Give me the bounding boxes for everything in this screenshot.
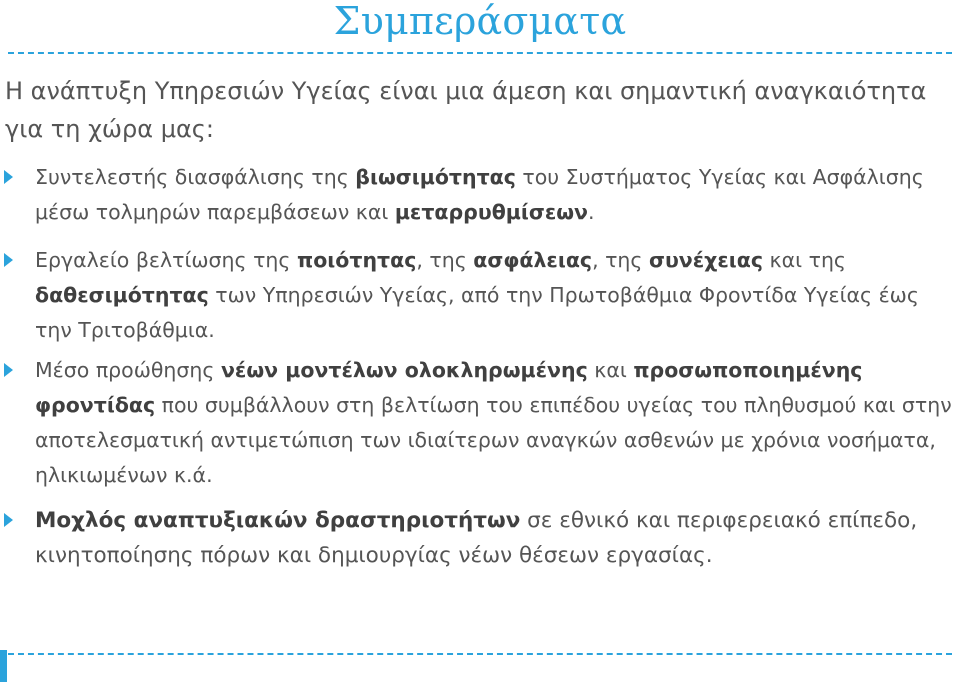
footer-accent-bar: [0, 650, 7, 682]
bullet-text-segment: που συμβάλλουν στη βελτίωση του επιπέδου υγείας του πληθυσμού και στην αποτελεσματική αντιμετώπιση των ιδιαίτερων αναγκών ασθενών με χρόνια νοσήματα, ηλικιωμένων κ.ά.: [35, 393, 952, 487]
bullet-emphasis: δαθεσιμότητας: [35, 283, 209, 307]
bullet-text-segment: και της: [763, 248, 846, 272]
triangle-bullet-icon: [4, 513, 13, 527]
bullet-text: [35, 243, 955, 348]
bullet-text-segment: Εργαλείο βελτίωσης της: [35, 248, 297, 272]
triangle-bullet-icon: [4, 363, 13, 377]
bullet-text: [35, 503, 955, 573]
bullet-text-segment: .: [588, 200, 595, 224]
bullet-emphasis: μεταρρυθμίσεων: [394, 200, 589, 224]
bullet-text-segment: Συντελεστής διασφάλισης της: [35, 165, 356, 189]
intro-paragraph: Η ανάπτυξη Υπηρεσιών Υγείας είναι μια άμεση και σημαντική αναγκαιότητα για τη χώρα μας:: [5, 77, 927, 143]
footer-divider: [8, 653, 952, 655]
bullet-emphasis: νέων μοντέλων ολοκληρωμένης: [220, 358, 588, 382]
triangle-bullet-icon: [4, 253, 13, 267]
bullet-emphasis: Μοχλός αναπτυξιακών δραστηριοτήτων: [35, 508, 521, 533]
bullet-text: [35, 353, 955, 493]
bullet-text-segment: σε εθνικό και περιφερειακό επίπεδο, κινητοποίησης πόρων και δημιουργίας νέων θέσεων εργασίας.: [35, 508, 918, 568]
bullet-text-segment: και: [587, 358, 634, 382]
bullet-text-segment: Μέσο προώθησης: [35, 358, 221, 382]
bullet-text-segment: των Υπηρεσιών Υγείας, από την Πρωτοβάθμια Φροντίδα Υγείας έως την Τριτοβάθμια.: [35, 283, 919, 342]
bullet-text-segment: , της: [592, 248, 649, 272]
slide-title: Συμπεράσματα: [333, 0, 627, 43]
bullet-emphasis: ποιότητας: [296, 248, 417, 272]
bullet-text: [35, 160, 955, 230]
bullet-emphasis: βιωσιμότητας: [355, 165, 516, 189]
bullet-text-segment: του Συστήματος Υγείας και Ασφάλισης μέσω τολμηρών παρεμβάσεων και: [35, 165, 924, 224]
title-divider: [8, 52, 952, 54]
bullet-text-segment: , της: [416, 248, 474, 272]
bullet-emphasis: συνέχειας: [648, 248, 764, 272]
triangle-bullet-icon: [4, 170, 13, 184]
bullet-emphasis: προσωποποιημένης φροντίδας: [35, 358, 863, 417]
bullet-emphasis: ασφάλειας: [473, 248, 593, 272]
